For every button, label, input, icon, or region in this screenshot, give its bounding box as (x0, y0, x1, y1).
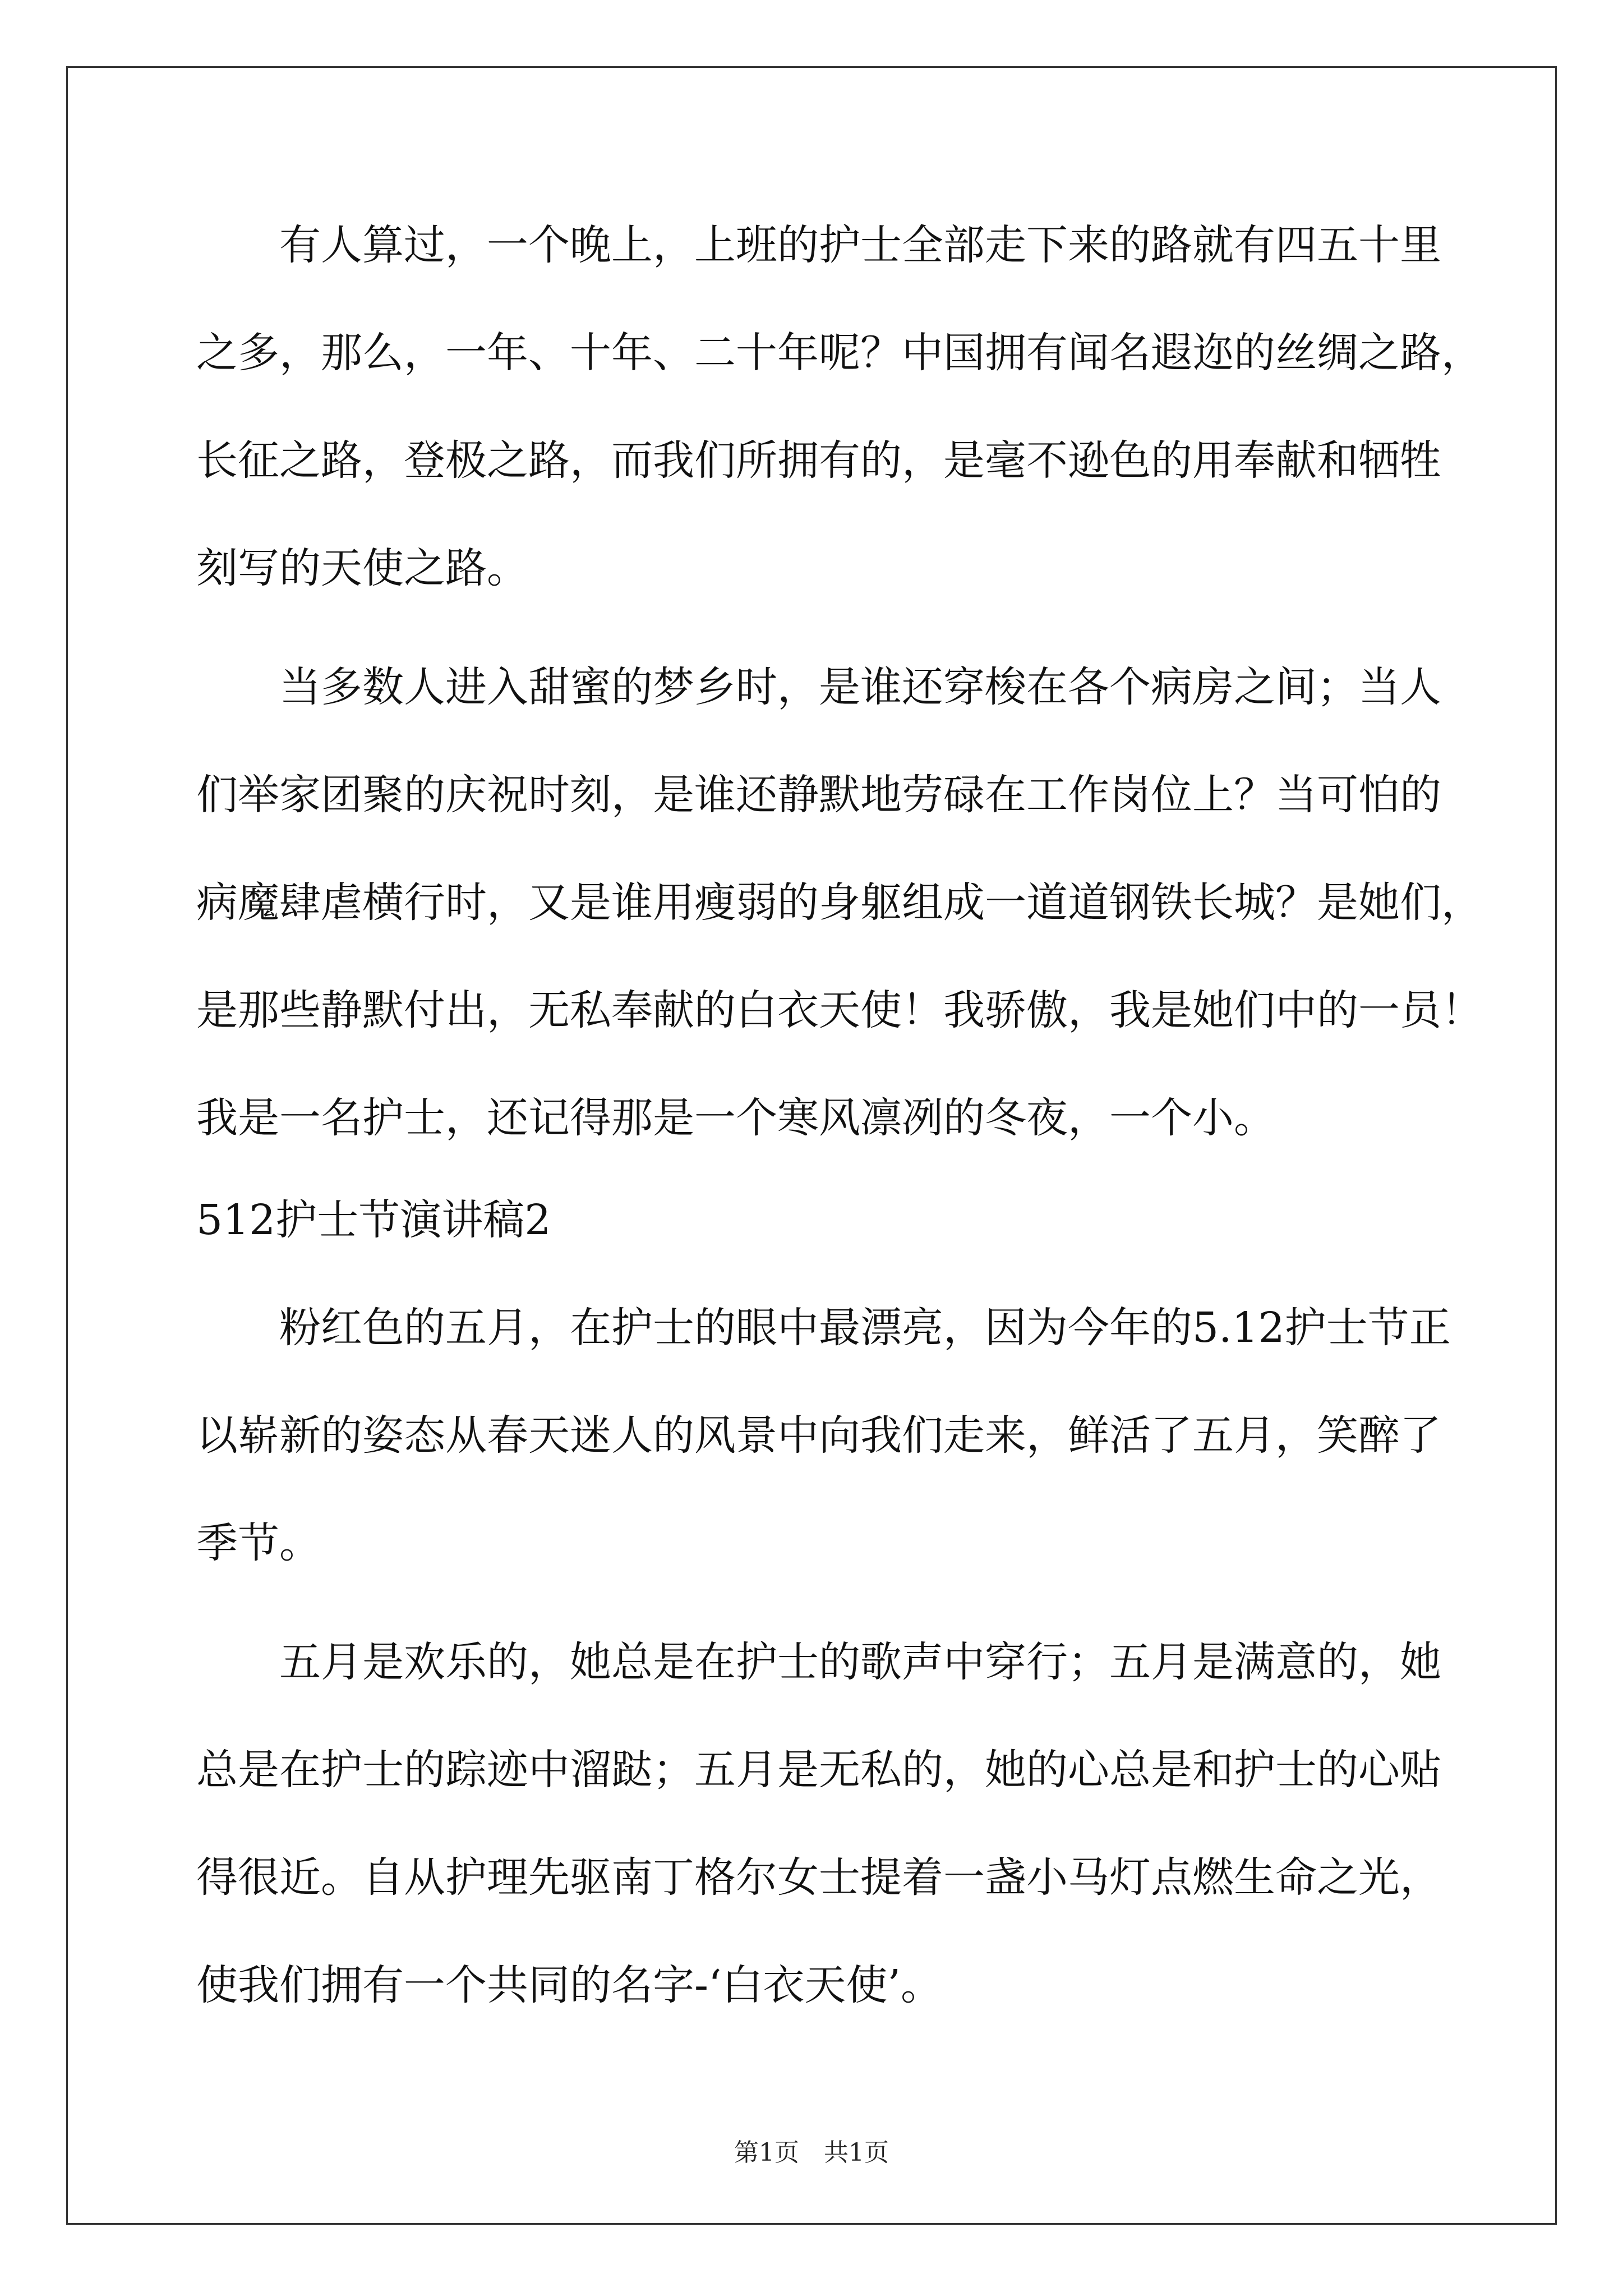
section-title: 512护士节演讲稿2 (196, 1196, 551, 1244)
page-footer: 第1页 共1页 (734, 2138, 889, 2167)
paragraph-1-line-2: 之多，那么，一年、十年、二十年呢？中国拥有闻名遐迩的丝绸之路， (196, 329, 1483, 377)
paragraph-2-line-3: 病魔肆虐横行时，又是谁用瘦弱的身躯组成一道道钢铁长城？是她们， (196, 878, 1483, 927)
paragraph-1-line-1: 有人算过，一个晚上，上班的护士全部走下来的路就有四五十里 (196, 221, 1441, 269)
paragraph-4-line-4: 使我们拥有一个共同的名字-‘白衣天使’。 (196, 1961, 943, 2009)
paragraph-1-line-3: 长征之路，登极之路，而我们所拥有的，是毫不逊色的用奉献和牺牲 (196, 436, 1441, 485)
paragraph-4-line-2: 总是在护士的踪迹中溜跶；五月是无私的，她的心总是和护士的心贴 (196, 1746, 1441, 1794)
paragraph-4-line-1: 五月是欢乐的，她总是在护士的歌声中穿行；五月是满意的，她 (196, 1638, 1441, 1686)
paragraph-1-line-4: 刻写的天使之路。 (196, 544, 528, 592)
paragraph-3-line-3: 季节。 (196, 1519, 321, 1567)
paragraph-2-line-2: 们举家团聚的庆祝时刻，是谁还静默地劳碌在工作岗位上？当可怕的 (196, 771, 1441, 819)
paragraph-3-line-1: 粉红色的五月，在护士的眼中最漂亮，因为今年的5.12护士节正 (196, 1304, 1451, 1352)
paragraph-3-line-2: 以崭新的姿态从春天迷人的风景中向我们走来，鲜活了五月，笑醉了 (196, 1411, 1441, 1460)
paragraph-4-line-3: 得很近。自从护理先驱南丁格尔女士提着一盏小马灯点燃生命之光， (196, 1853, 1441, 1902)
paragraph-2-line-4: 是那些静默付出，无私奉献的白衣天使！我骄傲，我是她们中的一员！ (196, 986, 1483, 1034)
paragraph-2-line-1: 当多数人进入甜蜜的梦乡时，是谁还穿梭在各个病房之间；当人 (196, 663, 1441, 711)
paragraph-2-line-5: 我是一名护士，还记得那是一个寒风凛冽的冬夜，一个小。 (196, 1094, 1275, 1142)
